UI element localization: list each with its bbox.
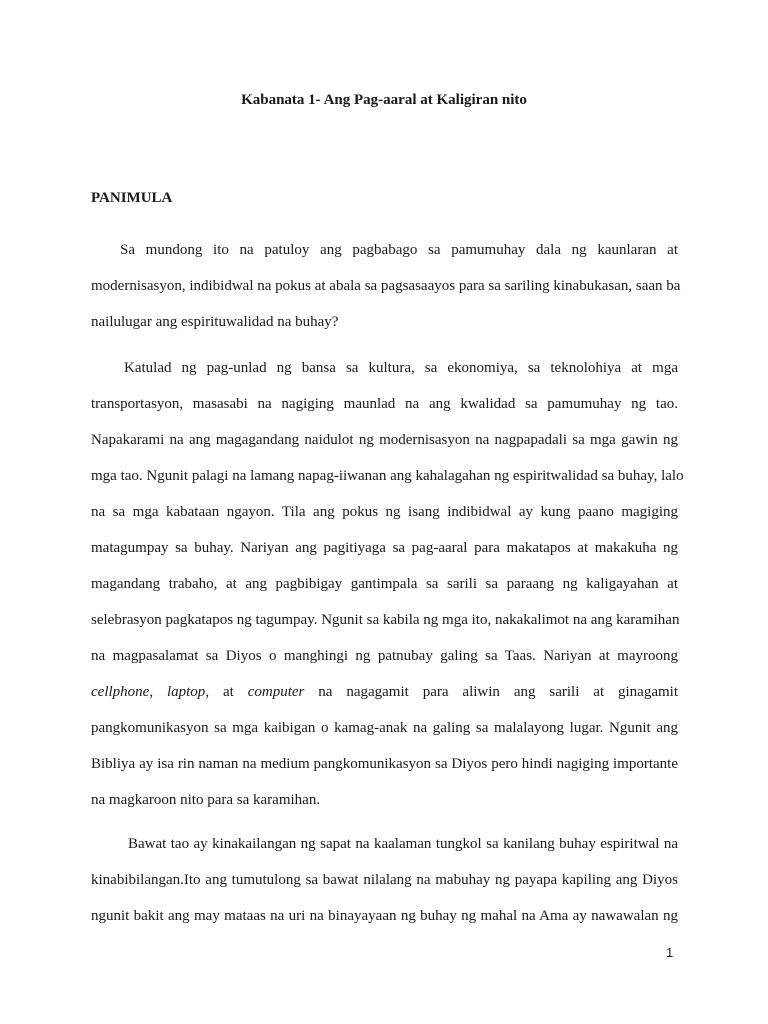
paragraph-line: Katulad ng pag-unlad ng bansa sa kultura, sa ekonomiya, sa teknolohiya at mga: [124, 360, 678, 376]
paragraph-line: mga tao. Ngunit palagi na lamang napag-iiwanan ang kahalagahan ng espiritwalidad sa buhay, lalo: [91, 468, 684, 484]
section-heading: PANIMULA: [91, 190, 173, 206]
paragraph-line: magandang trabaho, at ang pagbibigay gantimpala sa sarili sa paraang ng kaligayahan at: [91, 576, 678, 592]
paragraph-3: [91, 826, 678, 934]
italic-term-cellphone: cellphone: [91, 684, 150, 700]
paragraph-line: kinabibilangan.Ito ang tumutulong sa bawat nilalang na mabuhay ng payapa kapiling ang Diyos: [91, 872, 678, 888]
paragraph-line: Bawat tao ay kinakailangan ng sapat na kaalaman tungkol sa kanilang buhay espiritwal na: [128, 836, 678, 852]
paragraph-line-with-italics: [91, 674, 678, 710]
paragraph-line: Bibliya ay isa rin naman na medium pangkomunikasyon sa Diyos pero hindi nagiging importante: [91, 756, 678, 772]
paragraph-line: Napakarami na ang magagandang naidulot ng modernisasyon na nagpapadali sa mga gawin ng: [91, 432, 678, 448]
paragraph-line: matagumpay sa buhay. Nariyan ang pagitiyaga sa pag-aaral para makatapos at makakuha ng: [91, 540, 678, 556]
text-segment: , at: [205, 684, 234, 700]
paragraph-line: Sa mundong ito na patuloy ang pagbabago sa pamumuhay dala ng kaunlaran at: [120, 242, 678, 258]
paragraph-line: nailulugar ang espirituwalidad na buhay?: [91, 314, 339, 330]
paragraph-1: [91, 232, 681, 340]
chapter-title: Kabanata 1- Ang Pag-aaral at Kaligiran nito: [241, 92, 527, 108]
page-number: 1: [666, 945, 674, 960]
paragraph-line: na magpasalamat sa Diyos o manghingi ng patnubay galing sa Taas. Nariyan at mayroong: [91, 648, 678, 664]
paragraph-2: [91, 350, 684, 818]
paragraph-line: pangkomunikasyon sa mga kaibigan o kamag-anak na galing sa malalayong lugar. Ngunit ang: [91, 720, 678, 736]
paragraph-line: na sa mga kabataan ngayon. Tila ang pokus ng isang indibidwal ay kung paano magiging: [91, 504, 678, 520]
italic-term-computer: computer: [247, 684, 305, 700]
italic-term-laptop: laptop: [166, 684, 206, 700]
paragraph-line: selebrasyon pagkatapos ng tagumpay. Ngunit sa kabila ng mga ito, nakakalimot na ang karamihan: [91, 612, 680, 628]
text-segment: na nagagamit para aliwin ang sarili at ginagamit: [318, 684, 678, 700]
paragraph-line: ngunit bakit ang may mataas na uri na binayayaan ng buhay ng mahal na Ama ay nawawalan ng: [91, 908, 678, 924]
text-segment: ,: [149, 684, 154, 700]
paragraph-line: transportasyon, masasabi na nagiging maunlad na ang kwalidad sa pamumuhay ng tao.: [91, 396, 678, 412]
paragraph-line: na magkaroon nito para sa karamihan.: [91, 792, 321, 808]
paragraph-line: modernisasyon, indibidwal na pokus at abala sa pagsasaayos para sa sariling kinabukasan, saan ba: [91, 278, 681, 294]
